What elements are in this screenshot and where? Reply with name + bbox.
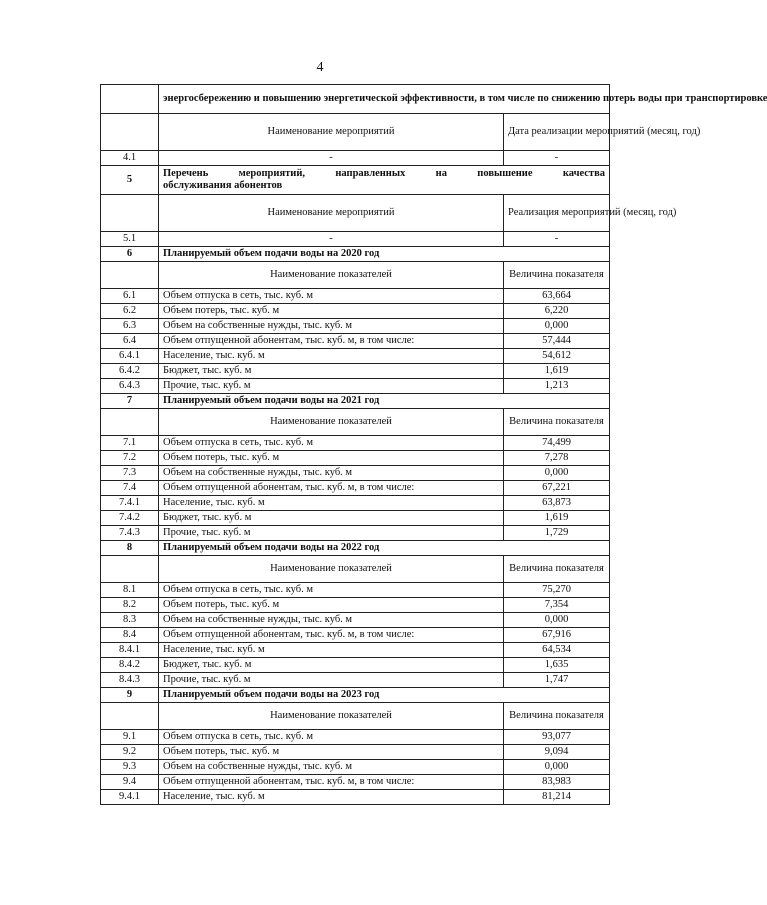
row-name: Объем отпуска в сеть, тыс. куб. м bbox=[159, 289, 504, 304]
row-name: Объем потерь, тыс. куб. м bbox=[159, 304, 504, 319]
section-header-row bbox=[101, 262, 610, 289]
table-row bbox=[101, 232, 610, 247]
section-title-line2: обслуживания абонентов bbox=[163, 180, 283, 191]
row-name: Объем на собственные нужды, тыс. куб. м bbox=[159, 319, 504, 334]
table-row bbox=[101, 730, 610, 745]
row-number: 8.1 bbox=[101, 583, 159, 598]
row-value: 67,916 bbox=[504, 628, 610, 643]
row-number: 8.4.1 bbox=[101, 643, 159, 658]
row-value: 1,747 bbox=[504, 673, 610, 688]
table-row bbox=[101, 583, 610, 598]
row-name: Объем потерь, тыс. куб. м bbox=[159, 598, 504, 613]
row-number: 6.4.2 bbox=[101, 364, 159, 379]
row-name: Объем отпуска в сеть, тыс. куб. м bbox=[159, 436, 504, 451]
row-name: Прочие, тыс. куб. м bbox=[159, 673, 504, 688]
row-number: 6.4.3 bbox=[101, 379, 159, 394]
section-title-line1: Перечень мероприятий, направленных на повышение качества bbox=[163, 168, 606, 179]
row-number: 7.4 bbox=[101, 481, 159, 496]
row-value: - bbox=[504, 232, 610, 247]
row-number: 6.4.1 bbox=[101, 349, 159, 364]
table-row bbox=[101, 289, 610, 304]
table-row bbox=[101, 481, 610, 496]
table-row bbox=[101, 613, 610, 628]
section5-title-row bbox=[101, 166, 610, 195]
row-number: 7.1 bbox=[101, 436, 159, 451]
column-header-value: Величина показателя bbox=[504, 262, 610, 289]
measures-table bbox=[100, 84, 767, 805]
section-title-row bbox=[101, 394, 610, 409]
row-number: 7.4.3 bbox=[101, 526, 159, 541]
column-header-name: Наименование показателей bbox=[159, 262, 504, 289]
column-header-name: Наименование мероприятий bbox=[159, 195, 504, 232]
table-body bbox=[101, 85, 767, 805]
row-value: - bbox=[504, 151, 610, 166]
empty-cell bbox=[101, 556, 159, 583]
section4-header-row bbox=[101, 114, 610, 151]
row-number: 9.1 bbox=[101, 730, 159, 745]
table-row bbox=[101, 745, 610, 760]
table-row bbox=[101, 673, 610, 688]
row-name: - bbox=[159, 232, 504, 247]
section-title: Планируемый объем подачи воды на 2023 год bbox=[159, 688, 610, 703]
row-name: Население, тыс. куб. м bbox=[159, 496, 504, 511]
section-title: Планируемый объем подачи воды на 2021 год bbox=[159, 394, 610, 409]
row-name: Объем отпуска в сеть, тыс. куб. м bbox=[159, 730, 504, 745]
column-header-name: Наименование мероприятий bbox=[159, 114, 504, 151]
table-row bbox=[101, 151, 610, 166]
row-name: Прочие, тыс. куб. м bbox=[159, 526, 504, 541]
row-number: 7.3 bbox=[101, 466, 159, 481]
section-title: Планируемый объем подачи воды на 2022 год bbox=[159, 541, 610, 556]
row-value: 64,534 bbox=[504, 643, 610, 658]
intro-row bbox=[101, 85, 610, 114]
row-name: Объем на собственные нужды, тыс. куб. м bbox=[159, 760, 504, 775]
row-value: 75,270 bbox=[504, 583, 610, 598]
column-header-name: Наименование показателей bbox=[159, 556, 504, 583]
row-value: 0,000 bbox=[504, 466, 610, 481]
section-title-row bbox=[101, 688, 610, 703]
row-value: 6,220 bbox=[504, 304, 610, 319]
section-header-row bbox=[101, 703, 610, 730]
row-number: 9.4 bbox=[101, 775, 159, 790]
section-number: 8 bbox=[101, 541, 159, 556]
row-name: Объем отпущенной абонентам, тыс. куб. м, в том числе: bbox=[159, 481, 504, 496]
table-row bbox=[101, 349, 610, 364]
table-row bbox=[101, 628, 610, 643]
row-number: 8.3 bbox=[101, 613, 159, 628]
row-value: 67,221 bbox=[504, 481, 610, 496]
row-value: 63,873 bbox=[504, 496, 610, 511]
row-name: Объем отпущенной абонентам, тыс. куб. м, в том числе: bbox=[159, 775, 504, 790]
section5-header-row bbox=[101, 195, 610, 232]
table-row bbox=[101, 775, 610, 790]
column-header-name: Наименование показателей bbox=[159, 703, 504, 730]
section-header-row bbox=[101, 409, 610, 436]
empty-cell bbox=[101, 409, 159, 436]
row-value: 1,213 bbox=[504, 379, 610, 394]
row-value: 1,729 bbox=[504, 526, 610, 541]
row-number: 5.1 bbox=[101, 232, 159, 247]
row-name: Объем потерь, тыс. куб. м bbox=[159, 745, 504, 760]
row-name: Население, тыс. куб. м bbox=[159, 643, 504, 658]
table-row bbox=[101, 496, 610, 511]
row-number: 8.2 bbox=[101, 598, 159, 613]
table-row bbox=[101, 526, 610, 541]
row-value: 81,214 bbox=[504, 790, 610, 805]
row-name: Объем потерь, тыс. куб. м bbox=[159, 451, 504, 466]
row-value: 74,499 bbox=[504, 436, 610, 451]
section-title-row bbox=[101, 541, 610, 556]
row-name: Население, тыс. куб. м bbox=[159, 349, 504, 364]
row-number: 7.4.1 bbox=[101, 496, 159, 511]
row-value: 1,635 bbox=[504, 658, 610, 673]
table-row bbox=[101, 511, 610, 526]
section-title bbox=[159, 166, 610, 195]
row-name: Прочие, тыс. куб. м bbox=[159, 379, 504, 394]
row-name: Бюджет, тыс. куб. м bbox=[159, 511, 504, 526]
table-row bbox=[101, 658, 610, 673]
table-row bbox=[101, 379, 610, 394]
row-number: 6.4 bbox=[101, 334, 159, 349]
section-number: 6 bbox=[101, 247, 159, 262]
row-value: 0,000 bbox=[504, 760, 610, 775]
row-name: Объем отпущенной абонентам, тыс. куб. м, в том числе: bbox=[159, 628, 504, 643]
row-number: 9.3 bbox=[101, 760, 159, 775]
column-header-value: Величина показателя bbox=[504, 409, 610, 436]
empty-cell bbox=[101, 703, 159, 730]
row-name: Объем отпуска в сеть, тыс. куб. м bbox=[159, 583, 504, 598]
row-number: 8.4 bbox=[101, 628, 159, 643]
empty-cell bbox=[101, 195, 159, 232]
column-header-value: Величина показателя bbox=[504, 556, 610, 583]
row-value: 54,612 bbox=[504, 349, 610, 364]
row-name: Объем на собственные нужды, тыс. куб. м bbox=[159, 613, 504, 628]
row-value: 1,619 bbox=[504, 364, 610, 379]
row-number: 7.2 bbox=[101, 451, 159, 466]
row-value: 1,619 bbox=[504, 511, 610, 526]
column-header-value: Реализация мероприятий (месяц, год) bbox=[504, 195, 610, 232]
row-number: 8.4.2 bbox=[101, 658, 159, 673]
row-name: Объем отпущенной абонентам, тыс. куб. м, в том числе: bbox=[159, 334, 504, 349]
column-header-value: Величина показателя bbox=[504, 703, 610, 730]
empty-cell bbox=[101, 114, 159, 151]
empty-cell bbox=[101, 85, 159, 114]
section-number: 7 bbox=[101, 394, 159, 409]
section-number: 9 bbox=[101, 688, 159, 703]
row-value: 7,278 bbox=[504, 451, 610, 466]
row-number: 6.2 bbox=[101, 304, 159, 319]
table-row bbox=[101, 334, 610, 349]
intro-text: энергосбережению и повышению энергетической эффективности, в том числе по снижению потерь воды при транспортировке bbox=[159, 85, 610, 114]
row-value: 9,094 bbox=[504, 745, 610, 760]
table-row bbox=[101, 760, 610, 775]
table-row bbox=[101, 790, 610, 805]
row-number: 8.4.3 bbox=[101, 673, 159, 688]
row-name: - bbox=[159, 151, 504, 166]
table-row bbox=[101, 643, 610, 658]
row-value: 63,664 bbox=[504, 289, 610, 304]
row-number: 7.4.2 bbox=[101, 511, 159, 526]
page-number: 4 bbox=[316, 60, 324, 75]
table-row bbox=[101, 364, 610, 379]
table-row bbox=[101, 451, 610, 466]
row-number: 9.2 bbox=[101, 745, 159, 760]
row-name: Объем на собственные нужды, тыс. куб. м bbox=[159, 466, 504, 481]
table-row bbox=[101, 304, 610, 319]
row-value: 7,354 bbox=[504, 598, 610, 613]
table-row bbox=[101, 319, 610, 334]
row-value: 83,983 bbox=[504, 775, 610, 790]
row-number: 6.3 bbox=[101, 319, 159, 334]
table-row bbox=[101, 436, 610, 451]
row-name: Бюджет, тыс. куб. м bbox=[159, 658, 504, 673]
row-value: 0,000 bbox=[504, 319, 610, 334]
section-title-row bbox=[101, 247, 610, 262]
row-name: Население, тыс. куб. м bbox=[159, 790, 504, 805]
row-number: 9.4.1 bbox=[101, 790, 159, 805]
row-value: 0,000 bbox=[504, 613, 610, 628]
column-header-name: Наименование показателей bbox=[159, 409, 504, 436]
row-value: 93,077 bbox=[504, 730, 610, 745]
table-row bbox=[101, 466, 610, 481]
row-value: 57,444 bbox=[504, 334, 610, 349]
table-row bbox=[101, 598, 610, 613]
row-name: Бюджет, тыс. куб. м bbox=[159, 364, 504, 379]
section-title: Планируемый объем подачи воды на 2020 год bbox=[159, 247, 610, 262]
section-header-row bbox=[101, 556, 610, 583]
section-number: 5 bbox=[101, 166, 159, 195]
empty-cell bbox=[101, 262, 159, 289]
column-header-value: Дата реализации мероприятий (месяц, год) bbox=[504, 114, 610, 151]
row-number: 6.1 bbox=[101, 289, 159, 304]
row-number: 4.1 bbox=[101, 151, 159, 166]
